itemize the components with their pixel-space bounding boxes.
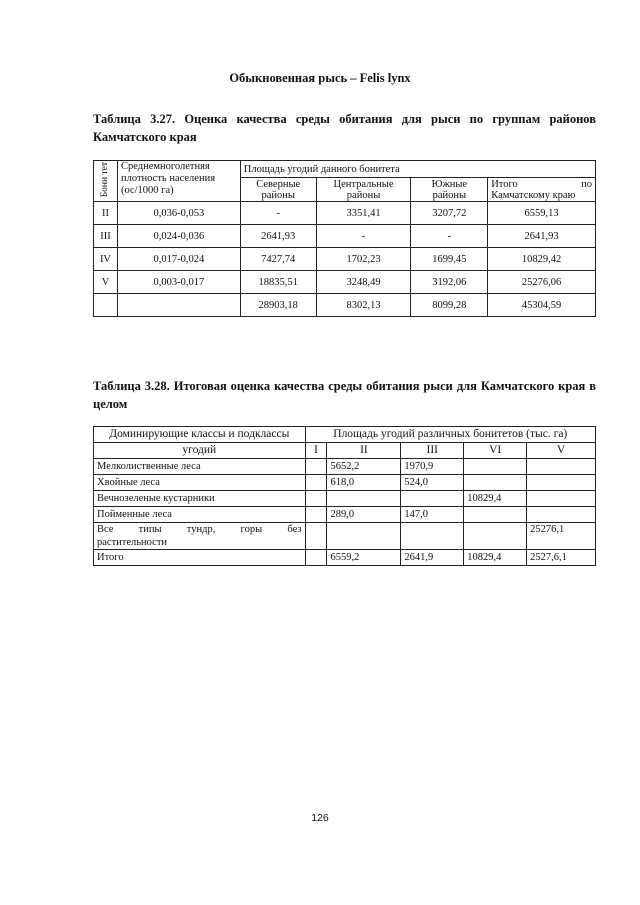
cell: [527, 491, 596, 507]
cell: 2641,9: [401, 550, 464, 566]
cell-density: 0,024-0,036: [117, 225, 240, 248]
cell-density: 0,036-0,053: [117, 202, 240, 225]
south-header: Южные районы: [411, 178, 488, 202]
classes-header-line2: угодий: [94, 443, 306, 459]
table-row: [94, 271, 596, 294]
cell: [305, 550, 327, 566]
cell: 1970,9: [401, 459, 464, 475]
cell: [401, 491, 464, 507]
word: растительности: [97, 537, 168, 548]
col-header: III: [401, 443, 464, 459]
cell: [327, 491, 401, 507]
col-header: VI: [464, 443, 527, 459]
cell: [305, 507, 327, 523]
table-row: [94, 491, 596, 507]
word: тундр,: [186, 524, 216, 535]
cell: [305, 459, 327, 475]
cell-bonitet: II: [94, 202, 118, 225]
cell: 5652,2: [327, 459, 401, 475]
cell: 289,0: [327, 507, 401, 523]
cell-bonitet: III: [94, 225, 118, 248]
cell: [527, 507, 596, 523]
cell: 524,0: [401, 475, 464, 491]
cell-north: 2641,93: [240, 225, 316, 248]
cell-south: 1699,45: [411, 248, 488, 271]
cell-total: 45304,59: [488, 294, 596, 317]
row-name: Хвойные леса: [94, 475, 306, 491]
cell: [305, 475, 327, 491]
cell-central: 3248,49: [316, 271, 411, 294]
density-header: Среднемноголетняя плотность населения (ос/1000 га): [117, 161, 240, 202]
cell: [527, 475, 596, 491]
cell: [305, 523, 327, 550]
col-header: II: [327, 443, 401, 459]
cell-central: 3351,41: [316, 202, 411, 225]
cell-north: -: [240, 202, 316, 225]
cell: 6559,2: [327, 550, 401, 566]
cell: 25276,1: [527, 523, 596, 550]
col-header: V: [527, 443, 596, 459]
table2-caption: Таблица 3.28. Итоговая оценка качества среды обитания рыси для Камчатского края в целом: [93, 379, 596, 411]
row-name: [94, 523, 306, 550]
table-subheader-row: [94, 443, 596, 459]
table-header-row: [94, 427, 596, 443]
table1-caption: Таблица 3.27. Оценка качества среды обитания для рыси по группам районов Камчатского края: [93, 112, 596, 144]
word: без: [287, 524, 302, 535]
bonitet-header: Бони тет: [94, 161, 118, 202]
cell-central: 8302,13: [316, 294, 411, 317]
north-header: Северные районы: [240, 178, 316, 202]
table-row: [94, 459, 596, 475]
table-row-total: [94, 294, 596, 317]
cell: 2527,6,1: [527, 550, 596, 566]
page-number: 126: [311, 812, 329, 824]
table-header-row: [94, 161, 596, 178]
cell-density: 0,017-0,024: [117, 248, 240, 271]
cell: 10829,4: [464, 550, 527, 566]
cell-bonitet: [94, 294, 118, 317]
word: горы: [240, 524, 263, 535]
cell: [464, 523, 527, 550]
cell: [401, 523, 464, 550]
cell: 147,0: [401, 507, 464, 523]
table-row: [94, 523, 596, 550]
cell-north: 18835,51: [240, 271, 316, 294]
classes-header-line1: Доминирующие классы и подклассы: [94, 427, 306, 443]
cell-bonitet: V: [94, 271, 118, 294]
cell-total: 2641,93: [488, 225, 596, 248]
word: типы: [138, 524, 162, 535]
cell-total: 6559,13: [488, 202, 596, 225]
cell-total: 25276,06: [488, 271, 596, 294]
word: Все: [97, 524, 114, 535]
cell-north: 28903,18: [240, 294, 316, 317]
table-row: [94, 202, 596, 225]
page-title: Обыкновенная рысь – Felis lynx: [229, 71, 411, 85]
cell: [305, 491, 327, 507]
area-group-header: Площадь угодий различных бонитетов (тыс. га): [305, 427, 595, 443]
cell-density: 0,003-0,017: [117, 271, 240, 294]
total-header: Итого по Камчатскому краю: [488, 178, 596, 202]
cell-south: 8099,28: [411, 294, 488, 317]
area-group-header: Площадь угодий данного бонитета: [240, 161, 595, 178]
cell-central: 1702,23: [316, 248, 411, 271]
cell-north: 7427,74: [240, 248, 316, 271]
cell-south: 3207,72: [411, 202, 488, 225]
table-row-total: [94, 550, 596, 566]
cell: 10829,4: [464, 491, 527, 507]
row-name: Мелколиственные леса: [94, 459, 306, 475]
row-name: Вечнозеленые кустарники: [94, 491, 306, 507]
table-row: [94, 475, 596, 491]
cell-density: [117, 294, 240, 317]
central-header: Центральные районы: [316, 178, 411, 202]
cell: [527, 459, 596, 475]
col-header: I: [305, 443, 327, 459]
table-row: [94, 248, 596, 271]
cell-total: 10829,42: [488, 248, 596, 271]
cell-south: -: [411, 225, 488, 248]
cell: [464, 507, 527, 523]
habitat-quality-summary-table: [93, 426, 596, 566]
table-row: [94, 507, 596, 523]
cell-south: 3192,06: [411, 271, 488, 294]
cell: [327, 523, 401, 550]
row-name: Пойменные леса: [94, 507, 306, 523]
cell-central: -: [316, 225, 411, 248]
cell: [464, 475, 527, 491]
habitat-quality-table-by-districts: [93, 160, 596, 317]
cell: [464, 459, 527, 475]
cell: 618,0: [327, 475, 401, 491]
row-name: Итого: [94, 550, 306, 566]
cell-bonitet: IV: [94, 248, 118, 271]
table-row: [94, 225, 596, 248]
